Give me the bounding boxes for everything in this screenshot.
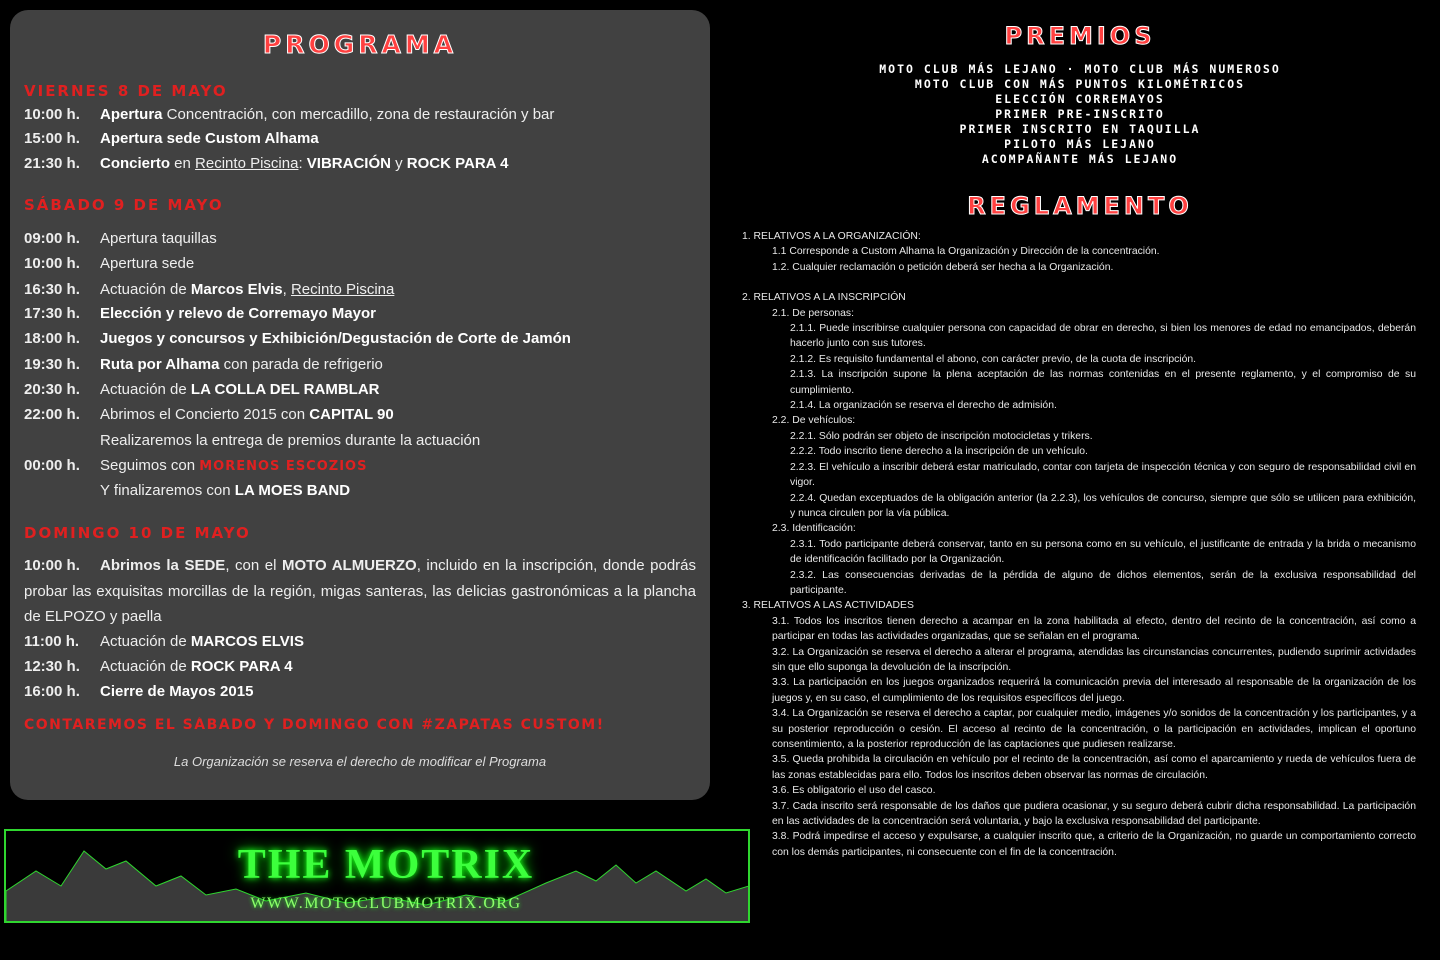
day-header-domingo: DOMINGO 10 DE MAYO [24,524,251,542]
schedule-row: 20:30 h. Actuación de LA COLLA DEL RAMBLAR [24,381,380,398]
reglamento-section: 2. RELATIVOS A LA INSCRIPCIÓN [742,292,906,304]
schedule-row: 12:30 h. Actuación de ROCK PARA 4 [24,658,293,675]
reglamento-clause: 2.2. De vehículos: [772,415,856,427]
reglamento-clause: 2.1. De personas: [772,307,855,319]
premio-item: PRIMER INSCRITO EN TAQUILLA [959,122,1201,136]
programa-panel [10,10,710,800]
reglamento-clause: 2.3.2. Las consecuencias derivadas de la pérdida de alguno de dichos elementos, serán de la exclusiva responsabilidad del participante. [790,569,1416,596]
reglamento-clause: 2.1.1. Puede inscribirse cualquier persona con capacidad de obrar en derecho, si bien los menores de edad no emancipados, deberán hacerlo junto con sus tutores. [790,323,1416,350]
reglamento-clause: 1.1 Corresponde a Custom Alhama la Organización y Dirección de la concentración. [772,246,1160,258]
schedule-paragraph: 10:00 h. Abrimos la SEDE, con el MOTO ALMUERZO, incluido en la inscripción, donde podrás probar las exquisitas morcillas de la región, migas santeras, las delicias gastronómicas a la plancha de ELPOZO y paella [24,557,697,625]
closing-announcement: CONTAREMOS EL SÁBADO Y DOMINGO CON #ZAPATAS CUSTOM! [24,717,605,733]
reglamento-clause: 3.8. Podrá impedirse el acceso y expulsarse, a cualquier inscrito que, a criterio de la Organización, no guarde un comportamiento correcto con los demás participantes, ni consecuente con el fin de la concentración. [772,831,1416,858]
motrix-logo-title: THE MOTRIX [237,842,535,888]
premio-item: ACOMPAÑANTE MÁS LEJANO [981,152,1179,166]
reglamento-clause: 2.2.2. Todo inscrito tiene derecho a la inscripción de un vehículo. [790,446,1088,458]
schedule-row: 19:30 h. Ruta por Alhama con parada de refrigerio [24,356,383,373]
reglamento-clause: 2.3.1. Todo participante deberá conservar, tanto en su persona como en su vehículo, el justificante de entrada y la brida o mecanismo de identificación facilitado por la Organización. [790,538,1416,566]
day-header-viernes: VIERNES 8 DE MAYO [24,82,228,100]
reglamento-clause: 3.7. Cada inscrito será responsable de los daños que pudiera ocasionar, y su seguro deberá cubrir dicha responsabilidad. La participación en las actividades de la concentración será voluntaria, y bajo la exclusiva responsabilidad del participante. [772,800,1416,828]
reglamento-clause: 3.2. La Organización se reserva el derecho a alterar el programa, atendidas las circunstancias concurrentes, pudiendo suprimir actividades sin que ello suponga la devolución de la inscripción. [772,646,1416,673]
spacer [742,275,1416,290]
reglamento-clause: 2.1.3. La inscripción supone la plena aceptación de las normas contenidas en el presente reglamento, y el compromiso de su cumplimiento. [790,369,1416,396]
schedule-row: 11:00 h. Actuación de MARCOS ELVIS [24,633,304,650]
schedule-row: 15:00 h. Apertura sede Custom Alhama [24,130,319,147]
reglamento-section: 3. RELATIVOS A LAS ACTIVIDADES [742,600,914,612]
schedule-row: 21:30 h. Concierto en Recinto Piscina: VIBRACIÓN y ROCK PARA 4 [24,155,509,172]
motrix-banner[interactable] [4,829,750,923]
reglamento-clause: 2.2.4. Quedan exceptuados de la obligación anterior (la 2.2.3), los vehículos de concurso, siempre que sólo se utilicen para exhibición, y nunca circulen por la vía pública. [790,492,1416,519]
schedule-row: 16:30 h. Actuación de Marcos Elvis, Recinto Piscina [24,281,395,298]
premio-item: ELECCIÓN CORREMAYOS [995,92,1165,106]
reglamento-clause: 3.6. Es obligatorio el uso del casco. [772,785,936,797]
reglamento-clause: 2.2.3. El vehículo a inscribir deberá estar matriculado, contar con tarjeta de inspección técnica y con seguro de responsabilidad civil en vigor. [790,461,1416,489]
reglamento-clause: 2.3. Identificación: [772,523,856,535]
premio-item: PRIMER PRE-INSCRITO [995,107,1165,121]
schedule-row: 17:30 h. Elección y relevo de Corremayo Mayor [24,305,376,322]
premio-item: MOTO CLUB MÁS LEJANO · MOTO CLUB MÁS NUMEROSO [879,62,1281,76]
schedule-row: 10:00 h. Apertura Concentración, con mercadillo, zona de restauración y bar [24,106,555,123]
schedule-row: 09:00 h. Apertura taquillas [24,230,217,247]
reglamento-clause: 3.1. Todos los inscritos tienen derecho a acampar en la zona habilitada al efecto, dentro del recinto de la concentración, así como a participar en todas las actividades organizadas, que se señalan en el programa. [772,615,1416,643]
day-header-sabado: SÁBADO 9 DE MAYO [24,196,224,214]
reglamento-title: REGLAMENTO [967,192,1193,220]
premio-item: PILOTO MÁS LEJANO [1004,137,1156,151]
reglamento-section: 1. RELATIVOS A LA ORGANIZACIÓN: [742,231,921,242]
schedule-row: Realizaremos la entrega de premios durante la actuación [100,432,481,449]
programa-title: PROGRAMA [262,30,458,59]
schedule-row: 18:00 h. Juegos y concursos y Exhibición/Degustación de Corte de Jamón [24,330,571,347]
reglamento-clause: 3.5. Queda prohibida la circulación en vehículo por el recinto de la concentración, así como el aparcamiento y rueda de vehículos fuera de las zonas establecidas para ello. Todos los inscritos deben observar las normas de circulación. [772,754,1416,781]
schedule-row: 22:00 h. Abrimos el Concierto 2015 con CAPITAL 90 [24,406,394,423]
schedule-row: Y finalizaremos con LA MOES BAND [100,482,351,499]
premio-item: MOTO CLUB CON MÁS PUNTOS KILOMÉTRICOS [914,77,1246,91]
reglamento-body [742,229,1416,860]
reglamento-clause: 3.4. La Organización se reserva el derecho a captar, por cualquier medio, imágenes y/o sonidos de la concentración y los participantes, y a su posterior reproducción o cesión. El acceso al recinto de la concentración, o la participación en actividades, implican el oportuno consentimiento, a la posterior reproducción de las captaciones que pudiesen realizarse. [772,708,1416,750]
schedule-row: 00:00 h. Seguimos con MORENOS ESCOZIOS [24,457,368,474]
program-note: La Organización se reserva el derecho de modificar el Programa [173,754,547,769]
motrix-url-link[interactable]: WWW.MOTOCLUBMOTRIX.ORG [250,895,522,912]
reglamento-clause: 1.2. Cualquier reclamación o petición deberá ser hecha a la Organización. [772,261,1114,273]
premios-list [720,62,1440,167]
schedule-row: 16:00 h. Cierre de Mayos 2015 [24,683,254,700]
reglamento-clause: 2.1.4. La organización se reserva el derecho de admisión. [790,400,1057,412]
reglamento-clause: 2.1.2. Es requisito fundamental el abono, con carácter previo, de la cuota de inscripción. [790,353,1197,365]
schedule-row: 10:00 h. Apertura sede [24,255,195,272]
reglamento-clause: 3.3. La participación en los juegos organizados requerirá la comunicación previa del interesado al responsable de la organización de los juegos y, en su caso, el cumplimiento de los requisitos específicos del juego. [772,677,1416,704]
premios-title: PREMIOS [1004,22,1156,50]
reglamento-clause: 2.2.1. Sólo podrán ser objeto de inscripción motocicletas y trikers. [790,430,1093,442]
